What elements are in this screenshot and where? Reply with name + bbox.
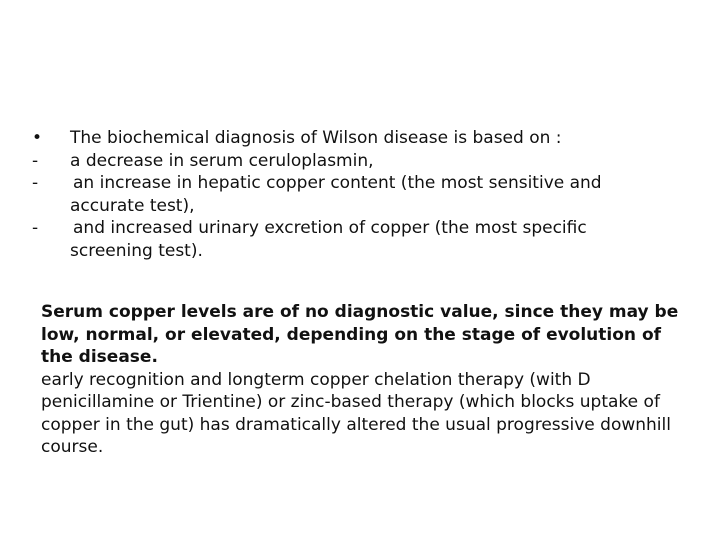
list-item-text-continuation: screening test). <box>70 240 203 261</box>
diagnosis-list <box>32 127 692 262</box>
dash-marker: - <box>32 150 39 171</box>
normal-paragraph: early recognition and longterm copper chelation therapy (with D penicillamine or Trientine) or zinc-based therapy (which blocks uptake of copper in the gut) has dramatically altered the usual progressive downhill course. <box>41 369 671 457</box>
paragraph-block <box>41 301 691 459</box>
dash-marker: - <box>32 173 39 193</box>
bold-paragraph: Serum copper levels are of no diagnostic value, since they may be low, normal, or elevated, depending on the stage of evolution of the disease. <box>41 302 679 367</box>
list-item-text: a decrease in serum ceruloplasmin, <box>70 150 374 171</box>
list-item <box>32 217 692 262</box>
list-item <box>32 150 692 173</box>
bullet-marker: • <box>32 128 43 148</box>
list-item-text-continuation: accurate test), <box>70 195 195 216</box>
list-item-text: and increased urinary excretion of copper (the most specific <box>73 218 587 238</box>
list-item-text: an increase in hepatic copper content (the most sensitive and <box>73 173 602 193</box>
list-item <box>32 127 692 150</box>
dash-marker: - <box>32 218 39 238</box>
list-item-text: The biochemical diagnosis of Wilson disease is based on : <box>70 128 562 148</box>
list-item <box>32 172 692 217</box>
